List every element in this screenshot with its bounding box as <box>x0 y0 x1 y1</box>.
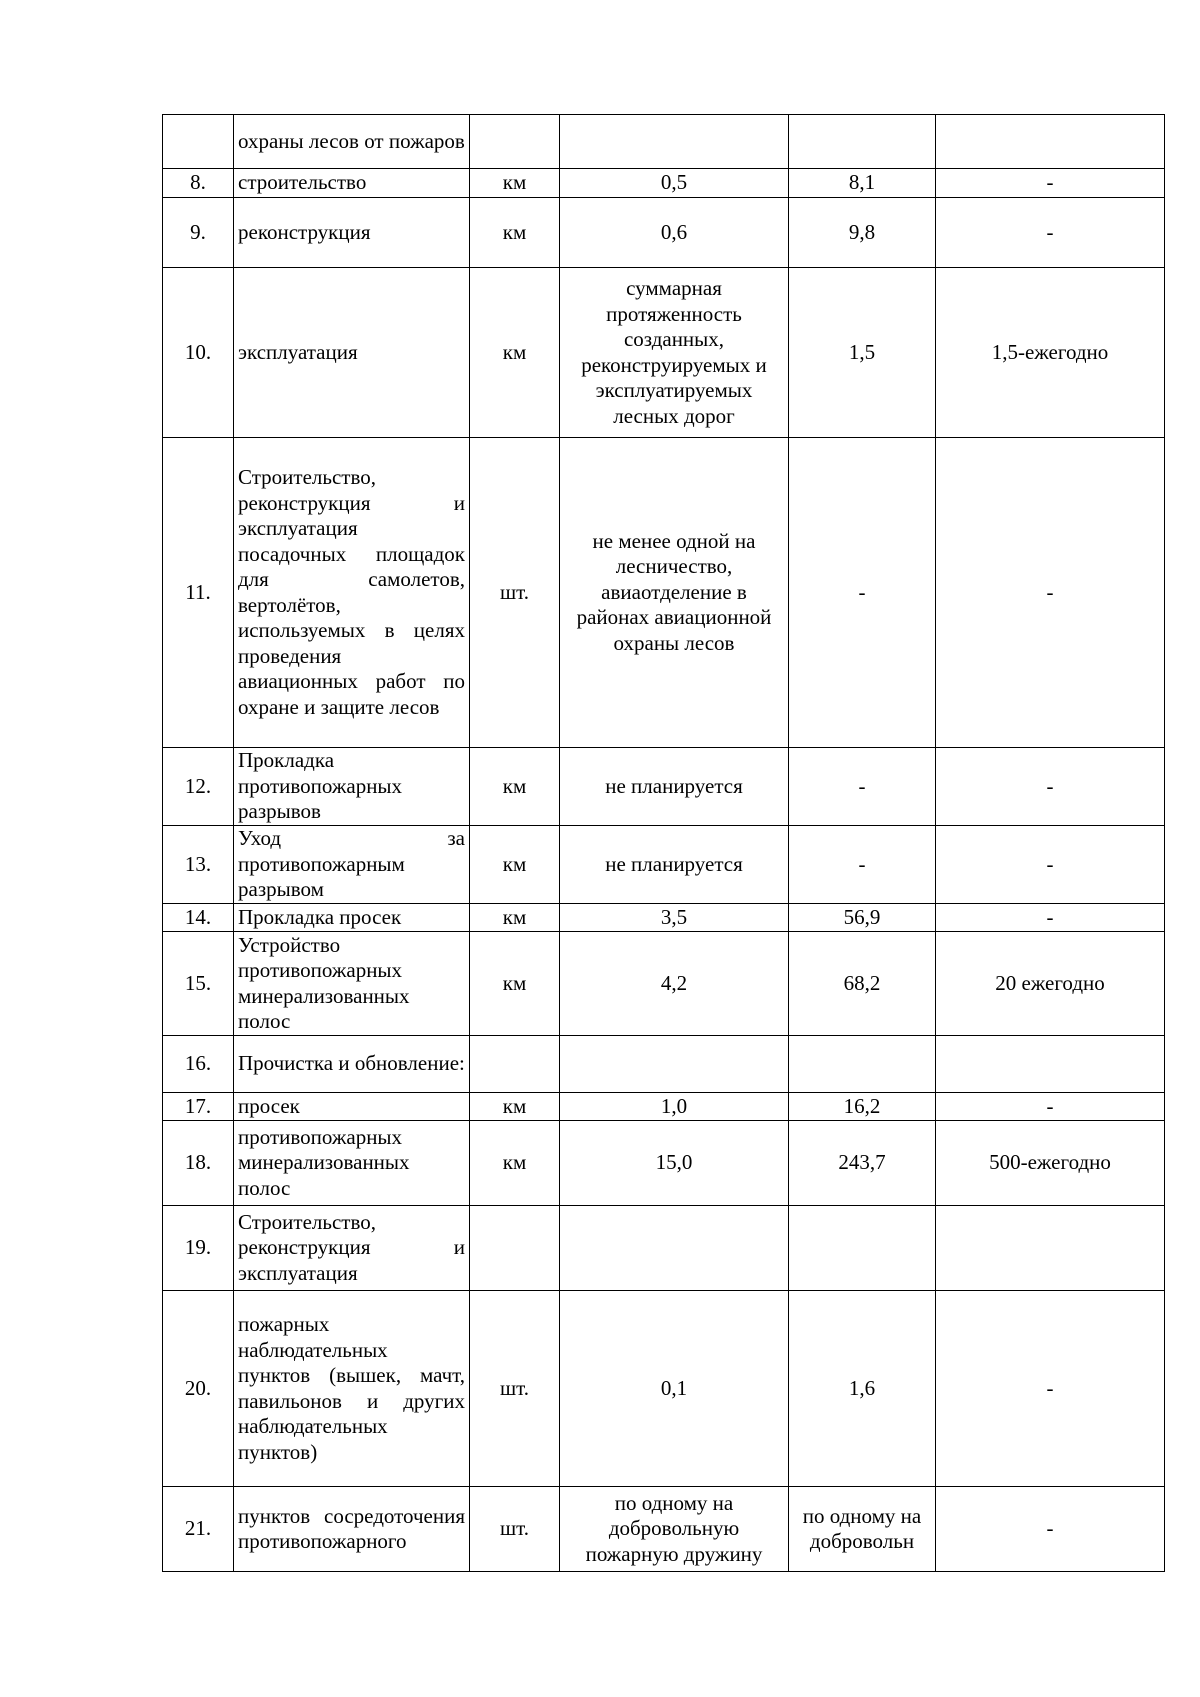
row-name: просек <box>234 1093 470 1121</box>
row-number: 19. <box>163 1206 234 1291</box>
row-unit: км <box>470 198 560 268</box>
row-col3: 4,2 <box>560 932 789 1036</box>
row-col3: суммарная протяженность созданных, реконструируемых и эксплуатируемых лесных дорог <box>560 268 789 438</box>
row-col3: 15,0 <box>560 1121 789 1206</box>
row-col3: 3,5 <box>560 904 789 932</box>
row-col4: 1,6 <box>789 1291 936 1487</box>
row-number: 13. <box>163 826 234 904</box>
row-col5: - <box>936 1487 1165 1572</box>
row-col5: - <box>936 826 1165 904</box>
row-name: реконструкция <box>234 198 470 268</box>
row-col4: по одному на добровольн <box>789 1487 936 1572</box>
row-col4: 8,1 <box>789 169 936 198</box>
table-row <box>163 1036 1165 1093</box>
row-col4: 9,8 <box>789 198 936 268</box>
row-col4 <box>789 1206 936 1291</box>
table-row <box>163 1206 1165 1291</box>
row-unit: шт. <box>470 438 560 748</box>
row-name: пунктов сосредоточения противопожарного <box>234 1487 470 1572</box>
row-number: 16. <box>163 1036 234 1093</box>
row-name: Уход за противопожарным разрывом <box>234 826 470 904</box>
table-row <box>163 1121 1165 1206</box>
row-col5: - <box>936 1291 1165 1487</box>
row-unit: км <box>470 268 560 438</box>
row-number: 8. <box>163 169 234 198</box>
table-row <box>163 826 1165 904</box>
row-unit: шт. <box>470 1291 560 1487</box>
row-col5: - <box>936 169 1165 198</box>
row-col3: не планируется <box>560 826 789 904</box>
row-unit: км <box>470 826 560 904</box>
row-col4: 16,2 <box>789 1093 936 1121</box>
row-number: 17. <box>163 1093 234 1121</box>
row-col3 <box>560 1206 789 1291</box>
row-number: 15. <box>163 932 234 1036</box>
row-col5: - <box>936 198 1165 268</box>
row-number: 9. <box>163 198 234 268</box>
row-name: эксплуатация <box>234 268 470 438</box>
row-unit: км <box>470 1093 560 1121</box>
row-name: Прокладка просек <box>234 904 470 932</box>
row-unit <box>470 1036 560 1093</box>
row-name: Прочистка и обновление: <box>234 1036 470 1093</box>
row-col5 <box>936 1036 1165 1093</box>
row-number: 12. <box>163 748 234 826</box>
row-col5: 20 ежегодно <box>936 932 1165 1036</box>
row-unit <box>470 1206 560 1291</box>
row-name: Прокладка противопожарных разрывов <box>234 748 470 826</box>
table-row <box>163 169 1165 198</box>
row-col3: не менее одной на лесничество, авиаотделение в районах авиационной охраны лесов <box>560 438 789 748</box>
row-col3: не планируется <box>560 748 789 826</box>
row-col3: 0,1 <box>560 1291 789 1487</box>
row-col4 <box>789 115 936 169</box>
row-col3: 0,6 <box>560 198 789 268</box>
row-col4: 243,7 <box>789 1121 936 1206</box>
row-col5: - <box>936 1093 1165 1121</box>
row-unit: км <box>470 748 560 826</box>
row-name: Устройство противопожарных минерализованных полос <box>234 932 470 1036</box>
row-col4: 1,5 <box>789 268 936 438</box>
row-name: охраны лесов от пожаров <box>234 115 470 169</box>
row-col4 <box>789 1036 936 1093</box>
row-col5: - <box>936 904 1165 932</box>
row-col3: по одному на добровольную пожарную дружину <box>560 1487 789 1572</box>
table-row <box>163 1093 1165 1121</box>
row-unit: шт. <box>470 1487 560 1572</box>
row-col5 <box>936 115 1165 169</box>
row-number: 14. <box>163 904 234 932</box>
table-row <box>163 115 1165 169</box>
table-row <box>163 932 1165 1036</box>
table-row <box>163 748 1165 826</box>
row-number: 20. <box>163 1291 234 1487</box>
row-unit: км <box>470 169 560 198</box>
row-number: 18. <box>163 1121 234 1206</box>
row-name: строительство <box>234 169 470 198</box>
row-number: 11. <box>163 438 234 748</box>
table-row <box>163 198 1165 268</box>
row-number: 10. <box>163 268 234 438</box>
row-col3 <box>560 1036 789 1093</box>
table-row <box>163 904 1165 932</box>
row-col3 <box>560 115 789 169</box>
row-name: Строительство, реконструкция и эксплуатация посадочных площадок для самолетов, вертолётов, используемых в целях проведения авиационных работ по охране и защите лесов <box>234 438 470 748</box>
row-name: пожарных наблюдательных пунктов (вышек, мачт, павильонов и других наблюдательных пунктов) <box>234 1291 470 1487</box>
row-number <box>163 115 234 169</box>
row-col5: - <box>936 438 1165 748</box>
row-col5: - <box>936 748 1165 826</box>
table-row <box>163 268 1165 438</box>
row-col5 <box>936 1206 1165 1291</box>
table-row <box>163 438 1165 748</box>
table-row <box>163 1487 1165 1572</box>
row-col4: - <box>789 748 936 826</box>
row-col4: 68,2 <box>789 932 936 1036</box>
row-col4: - <box>789 438 936 748</box>
row-unit: км <box>470 932 560 1036</box>
row-name: Строительство, реконструкция и эксплуатация <box>234 1206 470 1291</box>
row-col3: 1,0 <box>560 1093 789 1121</box>
forest-fire-measures-table <box>162 114 1165 1572</box>
row-unit: км <box>470 904 560 932</box>
row-name: противопожарных минерализованных полос <box>234 1121 470 1206</box>
table-row <box>163 1291 1165 1487</box>
row-col3: 0,5 <box>560 169 789 198</box>
row-col5: 1,5-ежегодно <box>936 268 1165 438</box>
row-unit: км <box>470 1121 560 1206</box>
row-number: 21. <box>163 1487 234 1572</box>
row-unit <box>470 115 560 169</box>
row-col5: 500-ежегодно <box>936 1121 1165 1206</box>
row-col4: - <box>789 826 936 904</box>
row-col4: 56,9 <box>789 904 936 932</box>
